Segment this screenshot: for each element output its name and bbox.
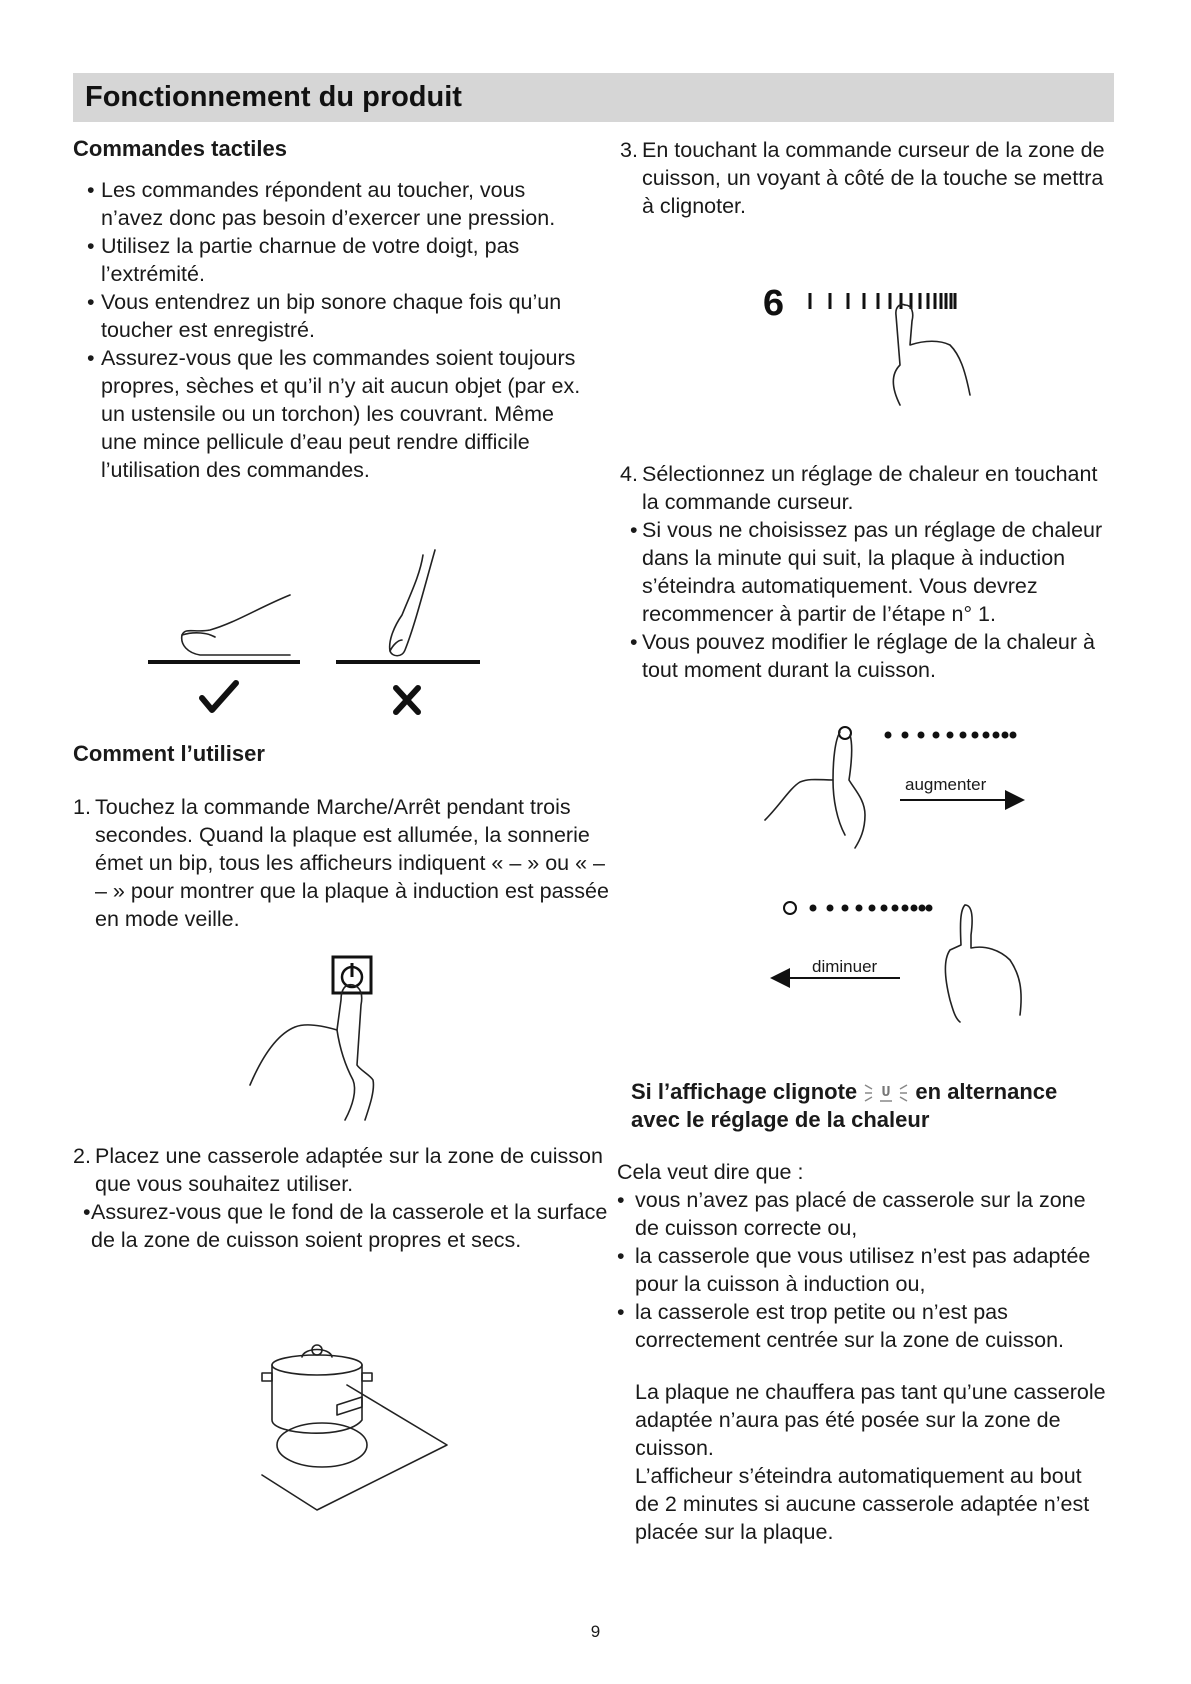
step-4: 4. Sélectionnez un réglage de chaleur en touchant la commande curseur.	[620, 462, 1098, 514]
flashing-display-heading: Si l’affichage clignote U en alternance avec le réglage de la chaleur	[631, 1079, 1058, 1132]
page-title: Fonctionnement du produit	[85, 81, 462, 113]
step-3: 3. En touchant la commande curseur de la zone de cuisson, un voyant à côté de la touche se mettra à clignoter.	[620, 138, 1105, 218]
meaning-intro: Cela veut dire que :	[617, 1160, 804, 1184]
list-item: • Assurez-vous que les commandes soient toujours propres, sèches et qu’il n’y ait aucun objet (par ex. un ustensile ou un torchon) les couvrant. Même une mince pellicule d’eau peut rendre difficile l’utilisation des commandes.	[87, 346, 581, 482]
list-item: • Les commandes répondent au toucher, vous n’avez donc pas besoin d’exercer une pression.	[87, 178, 556, 230]
list-item: • la casserole que vous utilisez n’est pas adaptée pour la cuisson à induction ou,	[617, 1244, 1091, 1296]
touch-bullet-list	[73, 176, 593, 484]
step-3-section	[620, 136, 1105, 220]
step-2: 2. Placez une casserole adaptée sur la zone de cuisson que vous souhaitez utiliser.	[73, 1144, 603, 1196]
list-item: • Utilisez la partie charnue de votre doigt, pas l’extrémité.	[87, 234, 520, 286]
list-item: • Assurez-vous que le fond de la casserole et la surface de la zone de cuisson soient propres et secs.	[83, 1200, 608, 1252]
pan-on-hob-illustration	[262, 1345, 462, 1520]
level-digit: 6	[762, 284, 785, 327]
step-1: 1. Touchez la commande Marche/Arrêt pendant trois secondes. Quand la plaque est allumée, la sonnerie émet un bip, tous les afficheurs indiquent « – » ou « – – » pour montrer que la plaque à induction est passée en mode veille.	[73, 795, 609, 931]
step-4-section	[620, 460, 1110, 684]
note-auto-off: L’afficheur s’éteindra automatiquement au bout de 2 minutes si aucune casserole adaptée n’est placée sur la plaque.	[635, 1464, 1090, 1544]
meaning-section	[617, 1158, 1107, 1546]
list-item: • la casserole est trop petite ou n’est pas correctement centrée sur la zone de cuisson.	[617, 1300, 1065, 1352]
slider-touch-illustration	[760, 285, 1020, 435]
decrease-label: diminuer	[812, 957, 878, 976]
power-button-illustration	[245, 955, 385, 1125]
svg-text:U: U	[881, 1084, 891, 1102]
how-to-use-heading: Comment l’utiliser	[73, 741, 265, 766]
how-to-use-section	[73, 741, 609, 933]
list-item: • Vous entendrez un bip sonore chaque fois qu’un toucher est enregistré.	[87, 290, 562, 342]
note-pan-required: La plaque ne chauffera pas tant qu’une casserole adaptée n’aura pas été posée sur la zone de cuisson.	[635, 1380, 1106, 1460]
section-header	[73, 73, 1114, 122]
list-item: • Vous pouvez modifier le réglage de la chaleur à tout moment durant la cuisson.	[630, 630, 1095, 682]
left-column	[73, 136, 593, 484]
page-number: 9	[590, 1622, 601, 1641]
list-item: • vous n’avez pas placé de casserole sur la zone de cuisson correcte ou,	[617, 1188, 1086, 1240]
step-2-section	[73, 1142, 608, 1254]
list-item: • Si vous ne choisissez pas un réglage de chaleur dans la minute qui suit, la plaque à induction s’éteindra automatiquement. Vous devrez recommencer à partir de l’étape n° 1.	[630, 518, 1103, 626]
flashing-u-icon	[863, 1081, 909, 1105]
touch-controls-heading: Commandes tactiles	[73, 136, 287, 161]
finger-touch-illustration	[140, 545, 490, 725]
increase-label: augmenter	[905, 775, 987, 794]
